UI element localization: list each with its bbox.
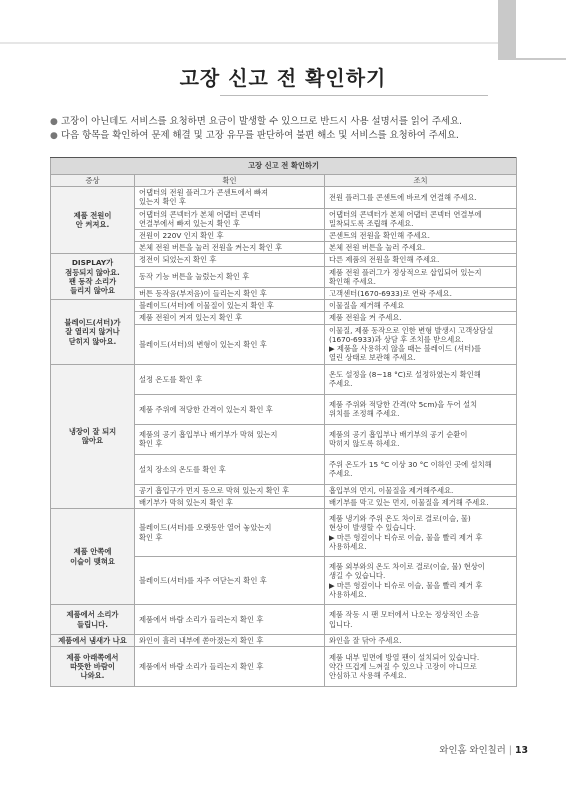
action-cell: 다른 제품의 전원을 확인해 주세요.: [325, 254, 517, 266]
table-body: [51, 187, 517, 687]
page-footer: [439, 742, 528, 756]
action-cell: 전원 플러그를 콘센트에 바르게 연결해 주세요.: [325, 187, 517, 208]
footer-separator: |: [508, 745, 512, 756]
symptom-cell: 제품 안쪽에 이슬이 맺혀요: [51, 509, 135, 605]
action-cell: 제품의 공기 흡입부나 배기부의 공기 순환이 막히지 않도록 하세요.: [325, 424, 517, 454]
check-cell: 와인이 흘러 내부에 쏟아졌는지 확인 후: [135, 635, 325, 647]
page-number: 13: [514, 745, 528, 756]
symptom-cell: 제품에서 냄새가 나요: [51, 635, 135, 647]
action-cell: 제품 전원을 켜 주세요.: [325, 312, 517, 324]
corner-tab: [498, 0, 516, 60]
check-cell: 전원이 220V 인지 확인 후: [135, 230, 325, 242]
symptom-cell: 제품 아래쪽에서 따뜻한 바람이 나와요.: [51, 647, 135, 687]
action-cell: 제품 주위와 적당한 간격(약 5cm)을 두어 설치 위치를 조정해 주세요.: [325, 394, 517, 424]
table-row: [51, 605, 517, 635]
table-row: [51, 509, 517, 557]
bullet-icon: ●: [50, 117, 58, 127]
header-check: 확인: [135, 175, 325, 187]
corner-tab-fill: [516, 0, 566, 60]
check-cell: 제품에서 바람 소리가 들리는지 확인 후: [135, 647, 325, 687]
table-row: [51, 254, 517, 266]
page-title: 고장 신고 전 확인하기: [179, 66, 387, 90]
table-row: [51, 300, 517, 312]
table-row: [51, 635, 517, 647]
action-cell: 흡입부의 먼지, 이물질을 제거해주세요.: [325, 484, 517, 496]
check-cell: 설정 온도를 확인 후: [135, 364, 325, 394]
check-cell: 어댑터의 전원 플러그가 콘센트에서 빠져 있는지 확인 후: [135, 187, 325, 208]
note-text: 다음 항목을 확인하여 문제 해결 및 고장 유무를 판단하여 불편 해소 및 서비스를 요청하여 주세요.: [61, 130, 459, 141]
check-cell: 블레이드(셔터)를 자주 여닫는지 확인 후: [135, 557, 325, 605]
check-cell: 제품의 공기 흡입부나 배기부가 막혀 있는지 확인 후: [135, 424, 325, 454]
check-cell: 동작 기능 버튼을 눌렀는지 확인 후: [135, 266, 325, 287]
header-action: 조치: [325, 175, 517, 187]
symptom-cell: 블레이드(셔터)가 잘 열리지 않거나 닫히지 않아요.: [51, 300, 135, 364]
check-cell: 블레이드(셔터)에 이물질이 있는지 확인 후: [135, 300, 325, 312]
symptom-cell: DISPLAY가 점등되지 않아요. 팬 동작 소리가 들리지 않아요: [51, 254, 135, 300]
action-cell: 제품 냉기와 주위 온도 차이로 결로(이슬, 물) 현상이 발생할 수 있습니다. ▶ 마른 헝겊이나 티슈로 이슬, 물을 빨리 제거 후 사용하세요.: [325, 509, 517, 557]
note-text: 고장이 아닌데도 서비스를 요청하면 요금이 발생할 수 있으므로 반드시 사용 설명서를 읽어 주세요.: [61, 116, 462, 127]
header-band: [0, 42, 566, 44]
action-cell: 배기부를 막고 있는 먼지, 이물질을 제거해 주세요.: [325, 496, 517, 508]
action-cell: 이물질, 제품 동작으로 인한 변형 발생시 고객상담실 (1670-6933)과 상담 후 조치를 받으세요. ▶ 제품을 사용하지 않을 때는 블레이드 (셔터)를 열린 상태로 보관해 주세요.: [325, 324, 517, 364]
action-cell: 온도 설정을 (8~18 °C)로 설정하였는지 확인해 주세요.: [325, 364, 517, 394]
action-cell: 제품 작동 시 팬 모터에서 나오는 정상적인 소음 입니다.: [325, 605, 517, 635]
bullet-icon: ●: [50, 131, 58, 141]
symptom-cell: 냉장이 잘 되지 않아요: [51, 364, 135, 508]
check-cell: 블레이드(셔터)를 오랫동안 열어 놓았는지 확인 후: [135, 509, 325, 557]
check-cell: 정전이 되었는지 확인 후: [135, 254, 325, 266]
note-item: [50, 129, 530, 143]
footer-label: 와인홈 와인칠러: [439, 745, 506, 756]
check-cell: 블레이드(셔터)의 변형이 있는지 확인 후: [135, 324, 325, 364]
notes: [50, 115, 530, 143]
action-cell: 본체 전원 버튼을 눌러 주세요.: [325, 242, 517, 254]
check-cell: 공기 흡입구가 먼지 등으로 막혀 있는지 확인 후: [135, 484, 325, 496]
action-cell: 제품 내부 밑면에 방열 팬이 설치되어 있습니다. 약간 뜨겁게 느껴질 수 있으나 고장이 아니므로 안심하고 사용해 주세요.: [325, 647, 517, 687]
title-underline: [220, 95, 488, 96]
corner-tab-rule: [516, 58, 566, 60]
action-cell: 콘센트의 전원을 확인해 주세요.: [325, 230, 517, 242]
table-row: [51, 187, 517, 208]
action-cell: 제품 전원 플러그가 정상적으로 삽입되어 있는지 확인해 주세요.: [325, 266, 517, 287]
check-cell: 버튼 동작음(부저음)이 들리는지 확인 후: [135, 288, 325, 300]
symptom-cell: 제품에서 소리가 들립니다.: [51, 605, 135, 635]
check-cell: 어댑터의 콘넥터가 본체 어댑터 콘넥터 연결부에서 빠져 있는지 확인 후: [135, 208, 325, 229]
table-caption: 고장 신고 전 확인하기: [51, 158, 517, 175]
action-cell: 어댑터의 콘넥터가 본체 어댑터 콘넥터 연결부에 밀착되도록 조립해 주세요.: [325, 208, 517, 229]
check-cell: 본체 전원 버튼을 눌러 전원을 켜는지 확인 후: [135, 242, 325, 254]
symptom-cell: 제품 전원이 안 켜져요.: [51, 187, 135, 254]
action-cell: 고객센터(1670-6933)로 연락 주세요.: [325, 288, 517, 300]
note-item: [50, 115, 530, 129]
check-cell: 설치 장소의 온도를 확인 후: [135, 454, 325, 484]
action-cell: 주위 온도가 15 °C 이상 30 °C 이하인 곳에 설치해 주세요.: [325, 454, 517, 484]
table-row: [51, 647, 517, 687]
header-symptom: 증상: [51, 175, 135, 187]
action-cell: 제품 외부와의 온도 차이로 결로(이슬, 물) 현상이 생길 수 있습니다. ▶ 마른 헝겊이나 티슈로 이슬, 물을 빨리 제거 후 사용하세요.: [325, 557, 517, 605]
check-cell: 제품 전원이 켜져 있는지 확인 후: [135, 312, 325, 324]
check-cell: 제품에서 바람 소리가 들리는지 확인 후: [135, 605, 325, 635]
table-row: [51, 364, 517, 394]
check-cell: 제품 주위에 적당한 간격이 있는지 확인 후: [135, 394, 325, 424]
troubleshooting-table: [50, 157, 516, 687]
check-cell: 배기부가 막혀 있는지 확인 후: [135, 496, 325, 508]
action-cell: 이물질을 제거해 주세요: [325, 300, 517, 312]
action-cell: 와인을 잘 닦아 주세요.: [325, 635, 517, 647]
